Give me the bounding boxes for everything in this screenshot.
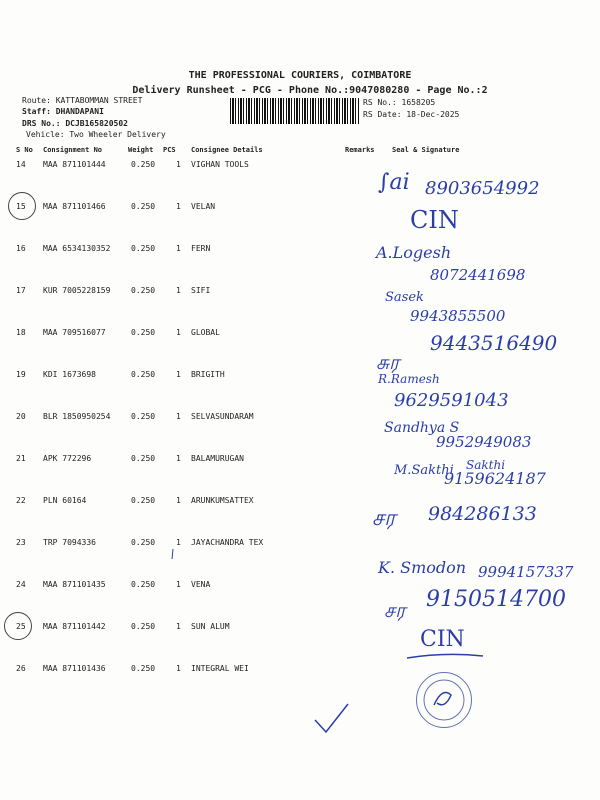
handwritten-sign-21: Sakthi	[466, 458, 506, 472]
col-sno: S No	[16, 146, 33, 154]
row-pcs: 1	[176, 496, 181, 505]
row-consignee-name: INTEGRAL WEI	[191, 664, 249, 673]
row-weight: 0.250	[131, 580, 156, 589]
row-pcs: 1	[176, 664, 181, 673]
row-sno: 16	[16, 244, 26, 253]
row-consignment-no: PLN 60164	[43, 496, 87, 505]
col-remarks: Remarks	[345, 146, 375, 154]
row-consignment-no: TRP 7094336	[43, 538, 96, 547]
cin-underline	[405, 650, 485, 660]
handwritten-number-22: 984286133	[428, 503, 537, 525]
signature-scribble-14: ∫ai	[378, 170, 410, 195]
row-pcs: 1	[176, 622, 181, 631]
check-mark-icon	[312, 700, 352, 740]
row-consignee-name: SIFI	[191, 286, 211, 295]
row-consignee-name: BALAMURUGAN	[191, 454, 244, 463]
row-weight: 0.250	[131, 496, 156, 505]
row-consignment-no: MAA 871101435	[43, 580, 106, 589]
row-pcs: 1	[176, 538, 181, 547]
row-consignment-no: MAA 871101442	[43, 622, 106, 631]
handwritten-number-17: 9943855500	[410, 307, 506, 325]
handwritten-name-20: Sandhya S	[384, 420, 460, 436]
row-consignee-name: SELVASUNDARAM	[191, 412, 254, 421]
handwritten-number-24: 9994157337	[478, 563, 574, 581]
row-sno: 25	[16, 622, 26, 631]
row-consignment-no: MAA 709516077	[43, 328, 106, 337]
circle-mark-15	[8, 192, 36, 220]
row-consignment-no: BLR 1850950254	[43, 412, 111, 421]
row-pcs: 1	[176, 160, 181, 169]
col-seal-signature: Seal & Signature	[392, 146, 460, 154]
vehicle-label: Vehicle: Two Wheeler Delivery	[26, 130, 166, 139]
signature-scribble-25: சர	[384, 598, 406, 622]
drs-label: DRS No.: DCJB165820502	[22, 119, 128, 128]
row-pcs: 1	[176, 328, 181, 337]
handwritten-cin-2: CIN	[420, 627, 465, 652]
handwritten-number-18: 9443516490	[430, 331, 558, 355]
handwritten-number-20: 9952949083	[436, 433, 532, 451]
row-consignment-no: MAA 871101444	[43, 160, 106, 169]
row-consignee-name: SUN ALUM	[191, 622, 230, 631]
row-sno: 14	[16, 160, 26, 169]
row-consignee-name: ARUNKUMSATTEX	[191, 496, 254, 505]
col-weight: Weight	[128, 146, 154, 154]
row-pcs: 1	[176, 580, 181, 589]
row-pcs: 1	[176, 412, 181, 421]
col-pcs: PCS	[163, 146, 176, 154]
row-weight: 0.250	[131, 370, 156, 379]
handwritten-name-21: M.Sakthi	[394, 463, 454, 478]
row-sno: 15	[16, 202, 26, 211]
row-sno: 24	[16, 580, 26, 589]
handwritten-name-24: K. Smodon	[378, 558, 467, 577]
row-weight: 0.250	[131, 202, 156, 211]
document-subtitle: Delivery Runsheet - PCG - Phone No.:9047080280 - Page No.:2	[132, 85, 488, 96]
rs-date: RS Date: 18-Dec-2025	[363, 110, 460, 119]
handwritten-number-16: 8072441698	[430, 266, 526, 284]
row-consignment-no: KUR 7005228159	[43, 286, 111, 295]
handwritten-number-21: 9159624187	[444, 469, 546, 488]
handwritten-number-14: 8903654992	[425, 178, 540, 199]
row-consignment-no: APK 772296	[43, 454, 92, 463]
row-sno: 19	[16, 370, 26, 379]
row-consignee-name: VIGHAN TOOLS	[191, 160, 249, 169]
handwritten-name-16: A.Logesh	[376, 243, 452, 262]
rs-number: RS No.: 1658205	[363, 98, 436, 107]
row-consignment-no: KDI 1673698	[43, 370, 96, 379]
row-consignment-no: MAA 871101466	[43, 202, 106, 211]
row-weight: 0.250	[131, 454, 156, 463]
row-weight: 0.250	[131, 286, 156, 295]
row-consignee-name: GLOBAL	[191, 328, 220, 337]
row-weight: 0.250	[131, 244, 156, 253]
handwritten-number-25: 9150514700	[426, 587, 566, 612]
col-consignment: Consignment No	[43, 146, 103, 154]
staff-label: Staff: DHANDAPANI	[22, 107, 104, 116]
row-consignment-no: MAA 6534130352	[43, 244, 111, 253]
row-weight: 0.250	[131, 160, 156, 169]
row-consignee-name: VELAN	[191, 202, 216, 211]
row-pcs: 1	[176, 286, 181, 295]
row-consignee-name: BRIGITH	[191, 370, 225, 379]
row-sno: 21	[16, 454, 26, 463]
tick-mark-icon	[168, 548, 178, 560]
row-pcs: 1	[176, 244, 181, 253]
row-pcs: 1	[176, 454, 181, 463]
row-sno: 22	[16, 496, 26, 505]
row-weight: 0.250	[131, 538, 156, 547]
row-weight: 0.250	[131, 664, 156, 673]
signature-scribble-22: சர	[372, 506, 396, 531]
row-weight: 0.250	[131, 328, 156, 337]
barcode	[230, 98, 360, 124]
row-consignee-name: FERN	[191, 244, 211, 253]
handwritten-number-19: 9629591043	[394, 390, 509, 411]
seal-stamp	[416, 672, 472, 728]
row-pcs: 1	[176, 202, 181, 211]
row-consignment-no: MAA 871101436	[43, 664, 106, 673]
row-weight: 0.250	[131, 412, 156, 421]
row-sno: 18	[16, 328, 26, 337]
row-pcs: 1	[176, 370, 181, 379]
route-label: Route: KATTABOMMAN STREET	[22, 96, 143, 105]
document-title: THE PROFESSIONAL COURIERS, COIMBATORE	[188, 70, 412, 81]
row-sno: 26	[16, 664, 26, 673]
row-sno: 17	[16, 286, 26, 295]
row-weight: 0.250	[131, 622, 156, 631]
row-consignee-name: JAYACHANDRA TEX	[191, 538, 264, 547]
row-consignee-name: VENA	[191, 580, 211, 589]
handwritten-name-17: Sasek	[385, 290, 424, 305]
row-sno: 23	[16, 538, 26, 547]
circle-mark-25	[4, 612, 32, 640]
signature-scribble-19: சுர	[376, 350, 400, 374]
handwritten-cin-1: CIN	[410, 206, 459, 234]
handwritten-name-19: R.Ramesh	[378, 372, 440, 386]
col-consignee-details: Consignee Details	[191, 146, 263, 154]
row-sno: 20	[16, 412, 26, 421]
